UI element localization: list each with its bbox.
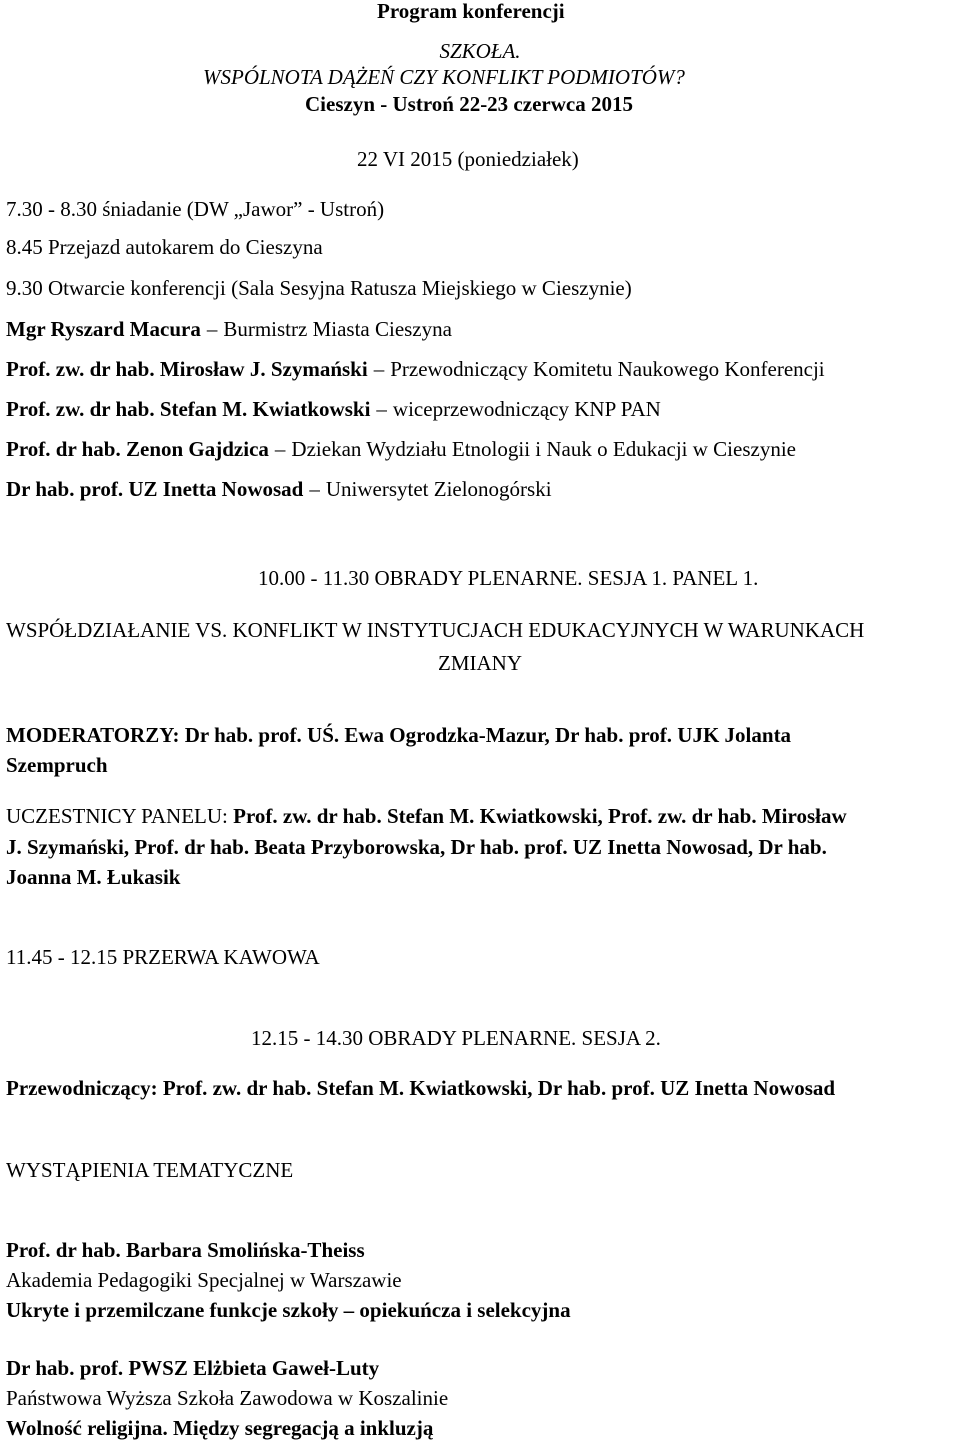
speaker-name: Dr hab. prof. UZ Inetta Nowosad bbox=[6, 477, 304, 501]
session1-topic-line2: ZMIANY bbox=[438, 651, 522, 675]
conference-name-line2: WSPÓLNOTA DĄŻEŃ CZY KONFLIKT PODMIOTÓW? bbox=[203, 65, 685, 89]
session2-chair: Przewodniczący: Prof. zw. dr hab. Stefan M. Kwiatkowski, Dr hab. prof. UZ Inetta Nowosad bbox=[6, 1076, 836, 1100]
participants-line3: Joanna M. Łukasik bbox=[6, 865, 181, 889]
dash-separator: – bbox=[274, 437, 286, 461]
program-title: Program konferencji bbox=[377, 0, 565, 23]
speaker-row bbox=[6, 356, 825, 382]
coffee-break: 11.45 - 12.15 PRZERWA KAWOWA bbox=[6, 945, 320, 969]
day-heading: 22 VI 2015 (poniedziałek) bbox=[357, 147, 579, 171]
speaker-row bbox=[6, 436, 796, 462]
moderators-line1: MODERATORZY: Dr hab. prof. UŚ. Ewa Ogrodzka-Mazur, Dr hab. prof. UJK Jolanta bbox=[6, 723, 792, 747]
talk-speaker: Prof. dr hab. Barbara Smolińska-Theiss bbox=[6, 1238, 365, 1262]
conference-name-line1: SZKOŁA. bbox=[439, 39, 521, 63]
speaker-role: Przewodniczący Komitetu Naukowego Konferencji bbox=[390, 357, 825, 381]
schedule-item: 7.30 - 8.30 śniadanie (DW „Jawor” - Ustroń) bbox=[6, 197, 385, 221]
participants-line2: J. Szymański, Prof. dr hab. Beata Przyborowska, Dr hab. prof. UZ Inetta Nowosad, Dr hab. bbox=[6, 835, 827, 859]
speaker-name: Prof. zw. dr hab. Mirosław J. Szymański bbox=[6, 357, 368, 381]
dash-separator: – bbox=[376, 397, 387, 421]
talks-heading: WYSTĄPIENIA TEMATYCZNE bbox=[6, 1158, 294, 1182]
participants-line1 bbox=[6, 803, 847, 829]
speaker-name: Prof. dr hab. Zenon Gajdzica bbox=[6, 437, 269, 461]
speaker-row bbox=[6, 396, 661, 422]
dash-separator: – bbox=[309, 477, 320, 501]
talk-affiliation: Państwowa Wyższa Szkoła Zawodowa w Koszalinie bbox=[6, 1386, 449, 1410]
speaker-role: Dziekan Wydziału Etnologii i Nauk o Edukacji w Cieszynie bbox=[291, 437, 796, 461]
participants-label: UCZESTNICY PANELU: bbox=[6, 804, 234, 828]
talk-speaker: Dr hab. prof. PWSZ Elżbieta Gaweł-Luty bbox=[6, 1356, 380, 1380]
session1-topic-line1: WSPÓŁDZIAŁANIE VS. KONFLIKT W INSTYTUCJACH EDUKACYJNYCH W WARUNKACH bbox=[6, 618, 865, 642]
schedule-item: 8.45 Przejazd autokarem do Cieszyna bbox=[6, 235, 323, 259]
conference-location-date: Cieszyn - Ustroń 22-23 czerwca 2015 bbox=[305, 92, 633, 116]
schedule-item: 9.30 Otwarcie konferencji (Sala Sesyjna Ratusza Miejskiego w Cieszynie) bbox=[6, 276, 632, 300]
speaker-role: wiceprzewodniczący KNP PAN bbox=[392, 397, 661, 421]
speaker-name: Prof. zw. dr hab. Stefan M. Kwiatkowski bbox=[6, 397, 371, 421]
session2-heading: 12.15 - 14.30 OBRADY PLENARNE. SESJA 2. bbox=[251, 1026, 661, 1050]
talk-affiliation: Akademia Pedagogiki Specjalnej w Warszawie bbox=[6, 1268, 402, 1292]
dash-separator: – bbox=[373, 357, 385, 381]
speaker-role: Uniwersytet Zielonogórski bbox=[325, 477, 552, 501]
dash-separator: – bbox=[206, 317, 218, 341]
speaker-row bbox=[6, 476, 552, 502]
speaker-name: Mgr Ryszard Macura bbox=[6, 317, 201, 341]
moderators-line2: Szempruch bbox=[6, 753, 108, 777]
speaker-row bbox=[6, 316, 452, 342]
speaker-role: Burmistrz Miasta Cieszyna bbox=[223, 317, 452, 341]
participants-names: Prof. zw. dr hab. Stefan M. Kwiatkowski, Prof. zw. dr hab. Mirosław bbox=[233, 804, 847, 828]
talk-title: Wolność religijna. Między segregacją a inkluzją bbox=[6, 1416, 434, 1440]
session1-heading: 10.00 - 11.30 OBRADY PLENARNE. SESJA 1. PANEL 1. bbox=[258, 566, 759, 590]
talk-title: Ukryte i przemilczane funkcje szkoły – opiekuńcza i selekcyjna bbox=[6, 1298, 571, 1322]
